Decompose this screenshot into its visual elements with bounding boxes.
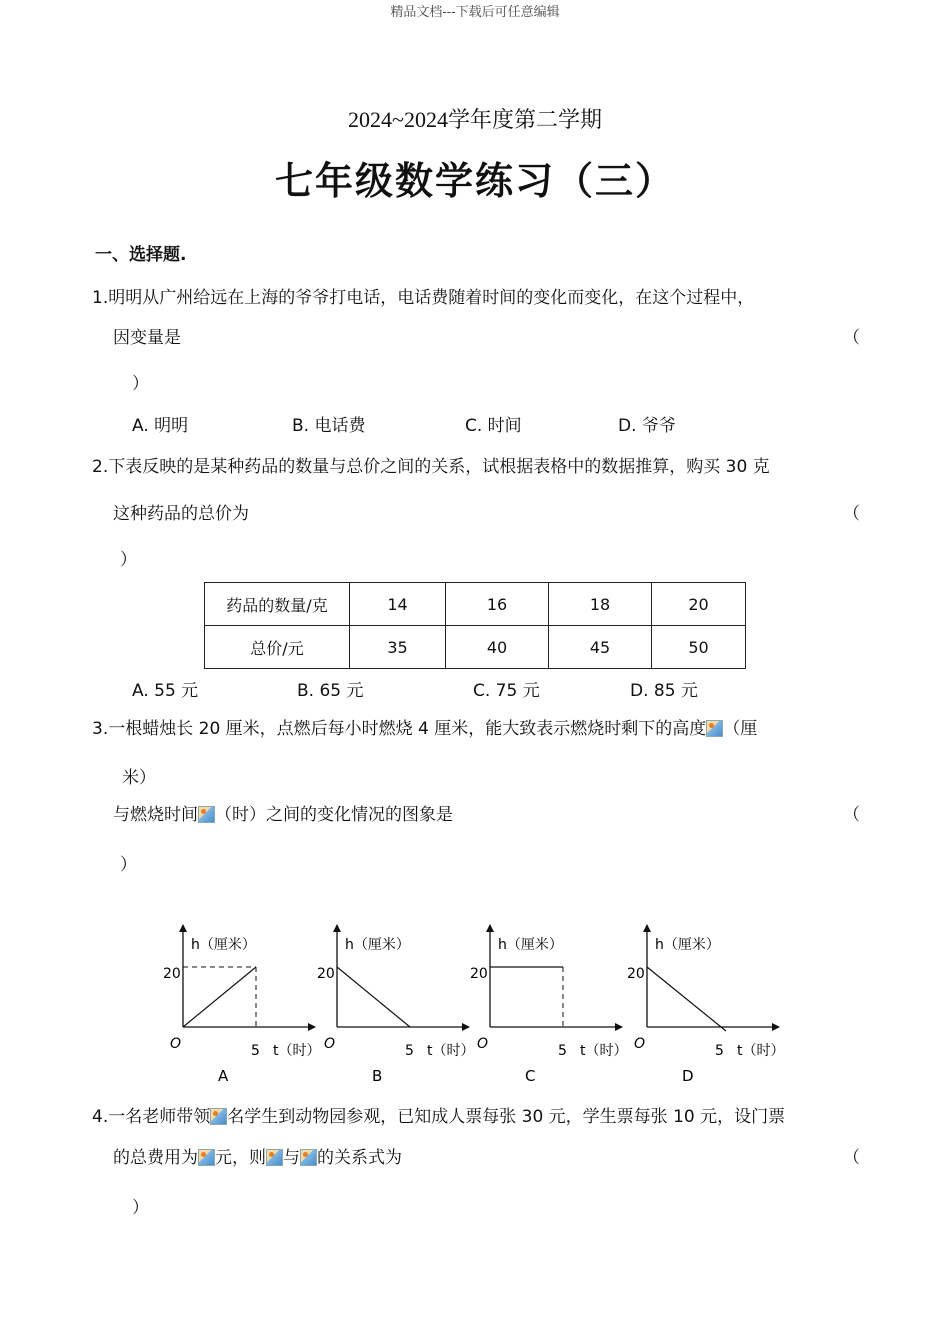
q1-option-c: C. 时间 — [465, 416, 522, 436]
data-table — [204, 582, 746, 669]
q2-option-b: B. 65 元 — [297, 681, 364, 701]
origin-label: O — [170, 1036, 182, 1052]
y-axis-label: h（厘米） — [498, 937, 563, 953]
page-header-note: 精品文档---下载后可任意编辑 — [390, 5, 560, 20]
y-axis-label: h（厘米） — [655, 937, 720, 953]
q4-paren-close: ） — [132, 1198, 149, 1218]
page-title: 七年级数学练习（三） — [274, 159, 675, 203]
q3-line3 — [113, 800, 453, 825]
origin-label: O — [634, 1036, 646, 1052]
table-cell: 40 — [446, 626, 549, 669]
image-placeholder-icon — [198, 1149, 215, 1166]
q4-line1-tail: 名学生到动物园参观，已知成人票每张 30 元，学生票每张 10 元，设门票 — [227, 1107, 786, 1127]
x-tick-label: 5 — [715, 1043, 724, 1059]
q1-option-b: B. 电话费 — [292, 416, 366, 436]
y-tick-label: 20 — [470, 966, 488, 982]
q2-paren-open: （ — [843, 504, 860, 524]
q4-line2-and: 与 — [283, 1148, 300, 1168]
q1-paren-close: ） — [132, 374, 149, 394]
q1-paren-open: （ — [843, 328, 860, 348]
q4-line1 — [92, 1102, 785, 1127]
q3-line2: 米） — [122, 768, 156, 788]
graph-line — [647, 967, 726, 1031]
q3-paren-close: ） — [120, 855, 137, 875]
image-placeholder-icon — [210, 1108, 227, 1125]
q2-option-a: A. 55 元 — [132, 681, 199, 701]
q3-line3-text: 与燃烧时间 — [113, 805, 198, 825]
table-cell: 14 — [350, 583, 446, 626]
q1-option-a: A. 明明 — [132, 416, 189, 436]
q2-paren-close: ） — [120, 550, 137, 570]
graph-option-letter: C — [525, 1067, 536, 1085]
y-axis-label: h（厘米） — [345, 937, 410, 953]
q3-graphs — [150, 920, 785, 1090]
table-cell: 35 — [350, 626, 446, 669]
y-tick-label: 20 — [317, 966, 335, 982]
table-cell: 18 — [549, 583, 652, 626]
table-cell: 总价/元 — [205, 626, 350, 669]
image-placeholder-icon — [266, 1149, 283, 1166]
y-tick-label: 20 — [627, 966, 645, 982]
graph-option-letter: B — [372, 1067, 383, 1085]
image-placeholder-icon — [706, 720, 723, 737]
q1-option-d: D. 爷爷 — [618, 416, 676, 436]
x-axis-label: t（时） — [273, 1043, 321, 1059]
table-cell: 药品的数量/克 — [205, 583, 350, 626]
origin-label: O — [477, 1036, 489, 1052]
x-axis-label: t（时） — [737, 1043, 785, 1059]
q2-line1: 2.下表反映的是某种药品的数量与总价之间的关系，试根据表格中的数据推算，购买 30 克 — [92, 457, 770, 477]
y-axis-label: h（厘米） — [191, 937, 256, 953]
table-cell: 20 — [652, 583, 746, 626]
q3-line1-text: 3.一根蜡烛长 20 厘米，点燃后每小时燃烧 4 厘米，能大致表示燃烧时剩下的高度 — [92, 719, 707, 739]
q3-paren-open: （ — [843, 805, 860, 825]
table-cell: 16 — [446, 583, 549, 626]
q3-line3-tail: （时）之间的变化情况的图象是 — [215, 805, 453, 825]
table-row — [205, 626, 746, 669]
q3-line1-tail: （厘 — [723, 719, 758, 739]
q4-line2-text: 的总费用为 — [113, 1148, 198, 1168]
graph-option-letter: D — [682, 1067, 694, 1085]
q4-line2-mid: 元，则 — [215, 1148, 266, 1168]
q4-line2-tail: 的关系式为 — [317, 1148, 402, 1168]
table-cell: 45 — [549, 626, 652, 669]
q4-line1-text: 4.一名老师带领 — [92, 1107, 211, 1127]
image-placeholder-icon — [198, 806, 215, 823]
q4-line2 — [113, 1143, 402, 1168]
graph-option-letter: A — [218, 1067, 229, 1085]
table-row — [205, 583, 746, 626]
x-tick-label: 5 — [251, 1043, 260, 1059]
x-axis-label: t（时） — [427, 1043, 475, 1059]
term-line: 2024~2024学年度第二学期 — [348, 107, 602, 132]
graph-line — [183, 967, 256, 1027]
section-heading: 一、选择题. — [95, 245, 187, 265]
q2-option-d: D. 85 元 — [630, 681, 698, 701]
q3-line1 — [92, 714, 757, 739]
q2-line2: 这种药品的总价为 — [113, 504, 249, 524]
table-cell: 50 — [652, 626, 746, 669]
image-placeholder-icon — [300, 1149, 317, 1166]
q4-paren-open: （ — [843, 1148, 860, 1168]
graph-line — [337, 967, 410, 1027]
x-tick-label: 5 — [405, 1043, 414, 1059]
q1-line1: 1.明明从广州给远在上海的爷爷打电话，电话费随着时间的变化而变化，在这个过程中， — [92, 288, 755, 308]
q1-line2: 因变量是 — [113, 328, 181, 348]
x-tick-label: 5 — [558, 1043, 567, 1059]
q2-option-c: C. 75 元 — [473, 681, 540, 701]
y-tick-label: 20 — [163, 966, 181, 982]
origin-label: O — [324, 1036, 336, 1052]
x-axis-label: t（时） — [580, 1043, 628, 1059]
